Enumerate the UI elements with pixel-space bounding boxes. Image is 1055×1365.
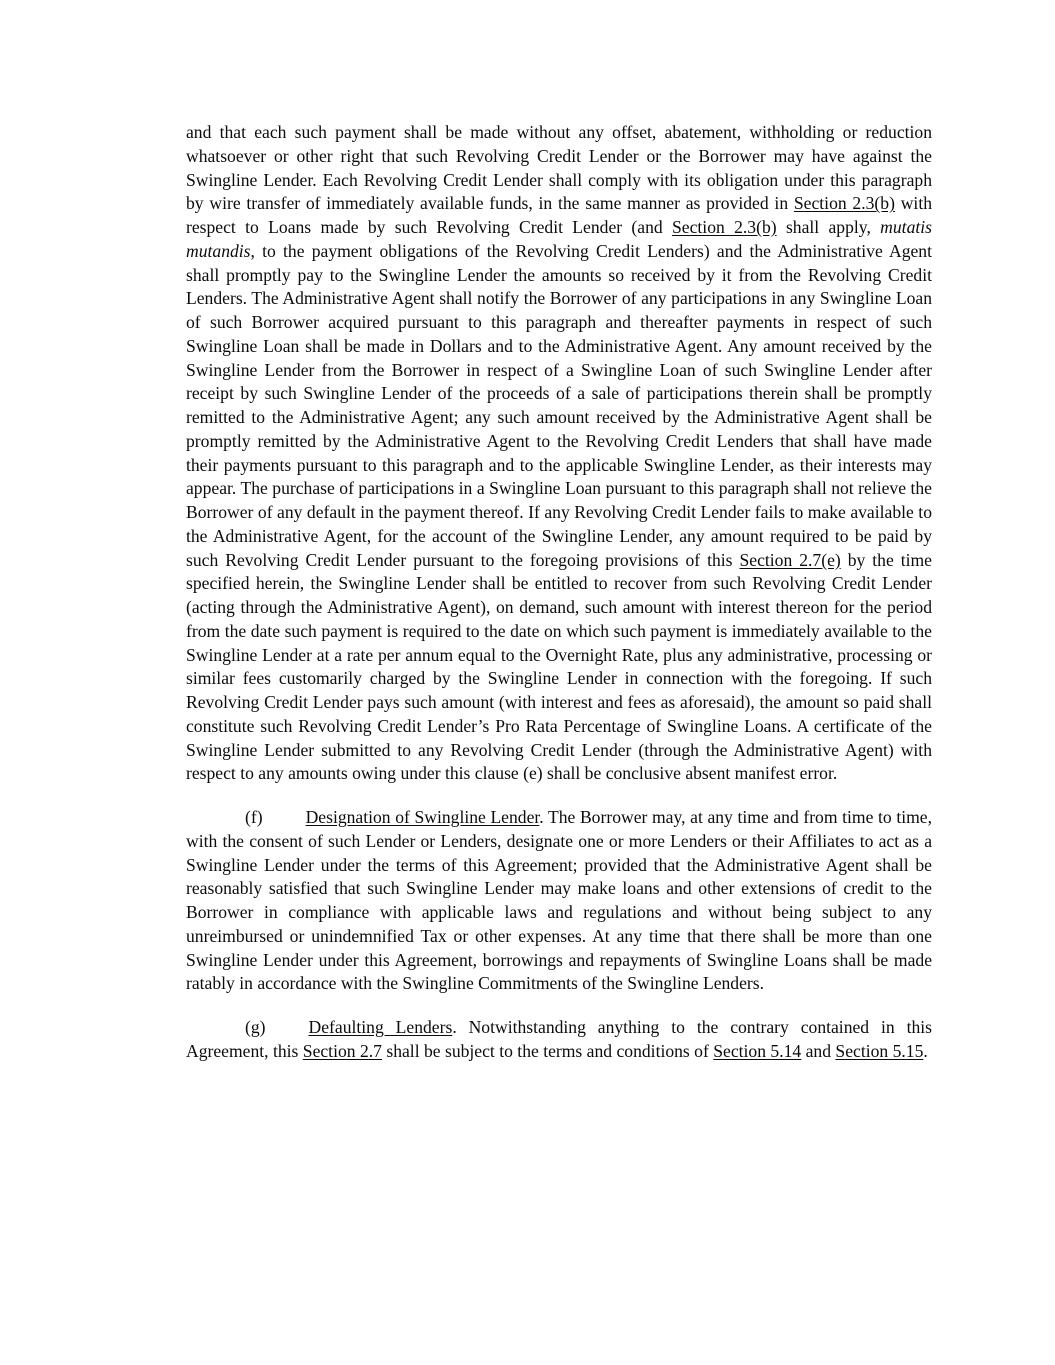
text-segment: . Notwithstanding anything to the contrary contained in this Agreement, this — [186, 1017, 932, 1061]
section-ref-5-15: Section 5.15 — [835, 1040, 924, 1061]
clause-f-heading: Designation of Swingline Lender — [305, 807, 540, 827]
section-ref-5-14: Section 5.14 — [713, 1040, 802, 1061]
clause-f-body: . The Borrower may, at any time and from time to time, with the consent of such Lender or Lenders, designate one or more Lenders or their Affiliates to act as a Swingline Lender under the terms of this Agreement; provided that the Administrative Agent shall be reasonably satisfied that such Swingline Lender may make loans and other extensions of credit to the Borrower in compliance with applicable laws and regulations and without being subject to any unreimbursed or unindemnified Tax or other expenses. At any time that there shall be more than one Swingline Lender under this Agreement, borrowings and repayments of Swingline Loans shall be made ratably in accordance with the Swingline Commitments of the Swingline Lenders. — [186, 807, 932, 994]
section-ref-2-7e: Section 2.7(e) — [739, 549, 841, 570]
text-segment: shall apply, — [776, 217, 881, 237]
paragraph-clause-g — [186, 1016, 932, 1064]
section-ref-2-3b: Section 2.3(b) — [793, 193, 895, 214]
text-segment: with respect to Loans made by such Revolving Credit Lender (and — [186, 193, 932, 237]
text-segment: . — [923, 1040, 928, 1061]
clause-g-label: (g) — [245, 1017, 266, 1037]
clause-f-label: (f) — [245, 807, 263, 827]
paragraph-clause-f — [186, 806, 932, 996]
paragraph-clause-e-continuation — [186, 121, 932, 786]
text-segment: and that each such payment shall be made without any offset, abatement, withholding or reduction whatsoever or other right that such Revolving Credit Lender or the Borrower may have against the Swingline Lender. Each Revolving Credit Lender shall comply with its obligation under this paragraph by wire transfer of immediately available funds, in the same manner as provided in — [186, 122, 932, 214]
text-segment: , to the payment obligations of the Revolving Credit Lenders) and the Administrative Agent shall promptly pay to the Swingline Lender the amounts so received by it from the Revolving Credit Lenders. The Administrative Agent shall notify the Borrower of any participations in any Swingline Loan of such Borrower acquired pursuant to this paragraph and thereafter payments in respect of such Swingline Loan shall be made in Dollars and to the Administrative Agent. Any amount received by the Swingline Lender from the Borrower in respect of a Swingline Loan of such Swingline Lender after receipt by such Swingline Lender of the proceeds of a sale of participations therein shall be promptly remitted to the Administrative Agent; any such amount received by the Administrative Agent shall be promptly remitted by the Administrative Agent to the Revolving Credit Lenders that shall have made their payments pursuant to this paragraph and to the applicable Swingline Lender, as their interests may appear. The purchase of participations in a Swingline Loan pursuant to this paragraph shall not relieve the Borrower of any default in the payment thereof. If any Revolving Credit Lender fails to make available to the Administrative Agent, for the account of the Swingline Lender, any amount required to be paid by such Revolving Credit Lender pursuant to the foregoing provisions of this — [186, 240, 932, 570]
document-text-block — [186, 121, 932, 1064]
section-ref-2-7: Section 2.7 — [302, 1040, 382, 1061]
text-segment: and — [801, 1040, 836, 1061]
latin-phrase-mutatis-mutandis: mutatis mutandis — [186, 217, 932, 261]
text-segment: by the time specified herein, the Swingline Lender shall be entitled to recover from such Revolving Credit Lender (acting through the Administrative Agent), on demand, such amount with interest thereon for the period from the date such payment is required to the date on which such payment is immediately available to the Swingline Lender at a rate per annum equal to the Overnight Rate, plus any administrative, processing or similar fees customarily charged by the Swingline Lender in connection with the foregoing. If such Revolving Credit Lender pays such amount (with interest and fees as aforesaid), the amount so paid shall constitute such Revolving Credit Lender’s Pro Rata Percentage of Swingline Loans. A certificate of the Swingline Lender submitted to any Revolving Credit Lender (through the Administrative Agent) with respect to any amounts owing under this clause (e) shall be conclusive absent manifest error. — [186, 549, 932, 784]
text-segment: shall be subject to the terms and conditions of — [381, 1040, 714, 1061]
section-ref-2-3b: Section 2.3(b) — [672, 217, 777, 237]
clause-g-heading: Defaulting Lenders — [308, 1017, 453, 1037]
